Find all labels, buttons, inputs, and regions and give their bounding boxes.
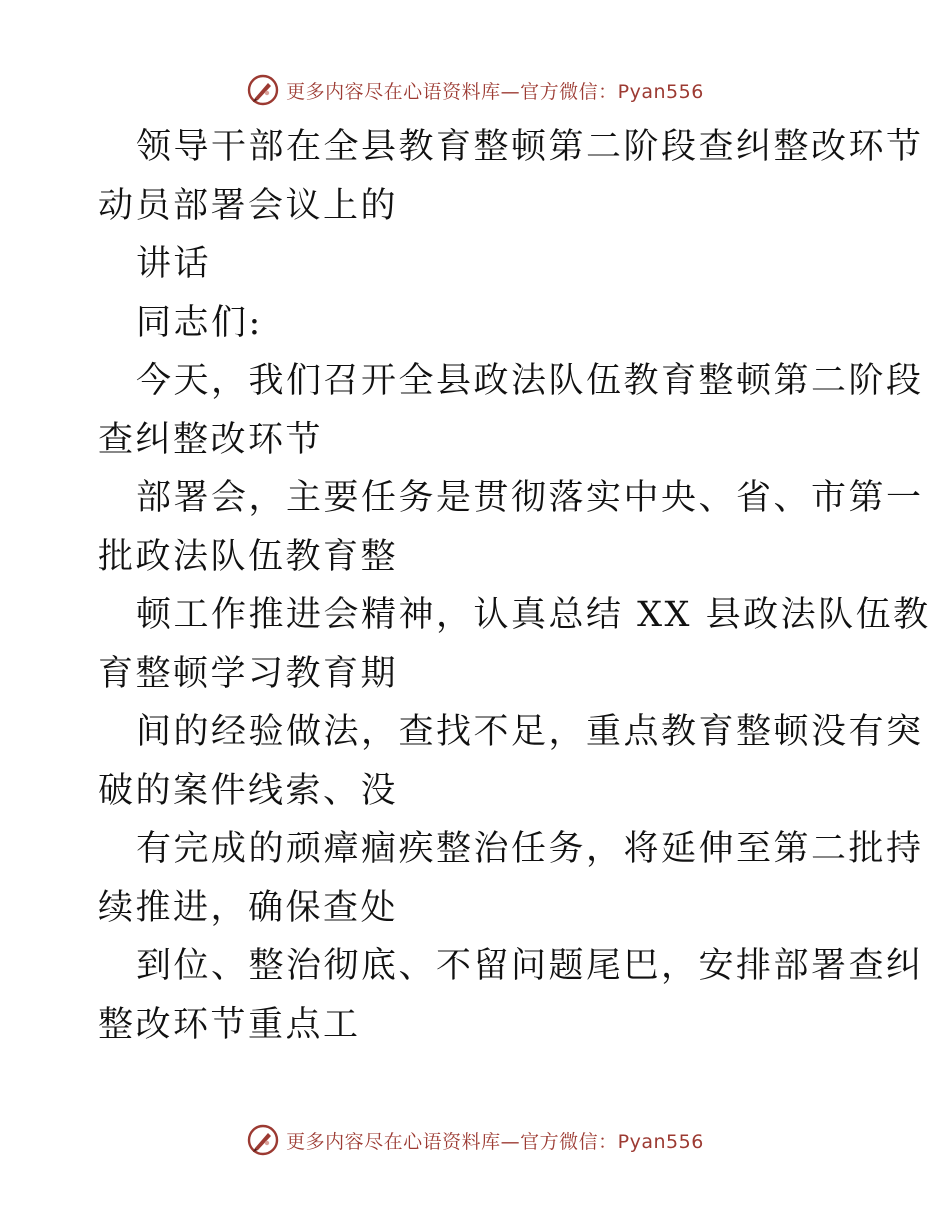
text-line: 动员部署会议上的	[98, 185, 399, 226]
text-line: 破的案件线索、没	[98, 770, 399, 811]
header-banner-text: 更多内容尽在心语资料库—官方微信：Pyan556	[286, 80, 704, 103]
document-body	[98, 118, 931, 1054]
text-line: 部署会，主要任务是贯彻落实中央、省、市第一	[136, 478, 924, 518]
text-line: 顿工作推进会精神，认真总结 XX 县政法队伍教	[136, 595, 931, 635]
text-line: 育整顿学习教育期	[98, 653, 399, 694]
footer-banner	[0, 1120, 950, 1160]
pen-logo-icon	[246, 1123, 280, 1157]
text-line: 续推进，确保查处	[98, 887, 399, 928]
text-line: 到位、整治彻底、不留问题尾巴，安排部署查纠	[136, 946, 924, 986]
text-line: 讲话	[136, 244, 212, 284]
footer-banner-text: 更多内容尽在心语资料库—官方微信：Pyan556	[286, 1130, 704, 1153]
text-line: 整改环节重点工	[98, 1004, 361, 1045]
pen-logo-icon	[246, 73, 280, 107]
text-line: 同志们:	[136, 302, 263, 343]
header-banner	[0, 70, 950, 110]
text-line: 有完成的顽瘴痼疾整治任务，将延伸至第二批持	[136, 829, 924, 869]
text-line: 查纠整改环节	[98, 419, 324, 460]
text-line: 批政法队伍教育整	[98, 536, 399, 577]
text-line: 间的经验做法，查找不足，重点教育整顿没有突	[136, 712, 924, 752]
text-line: 领导干部在全县教育整顿第二阶段查纠整改环节	[136, 127, 924, 167]
text-line: 今天，我们召开全县政法队伍教育整顿第二阶段	[136, 361, 924, 401]
